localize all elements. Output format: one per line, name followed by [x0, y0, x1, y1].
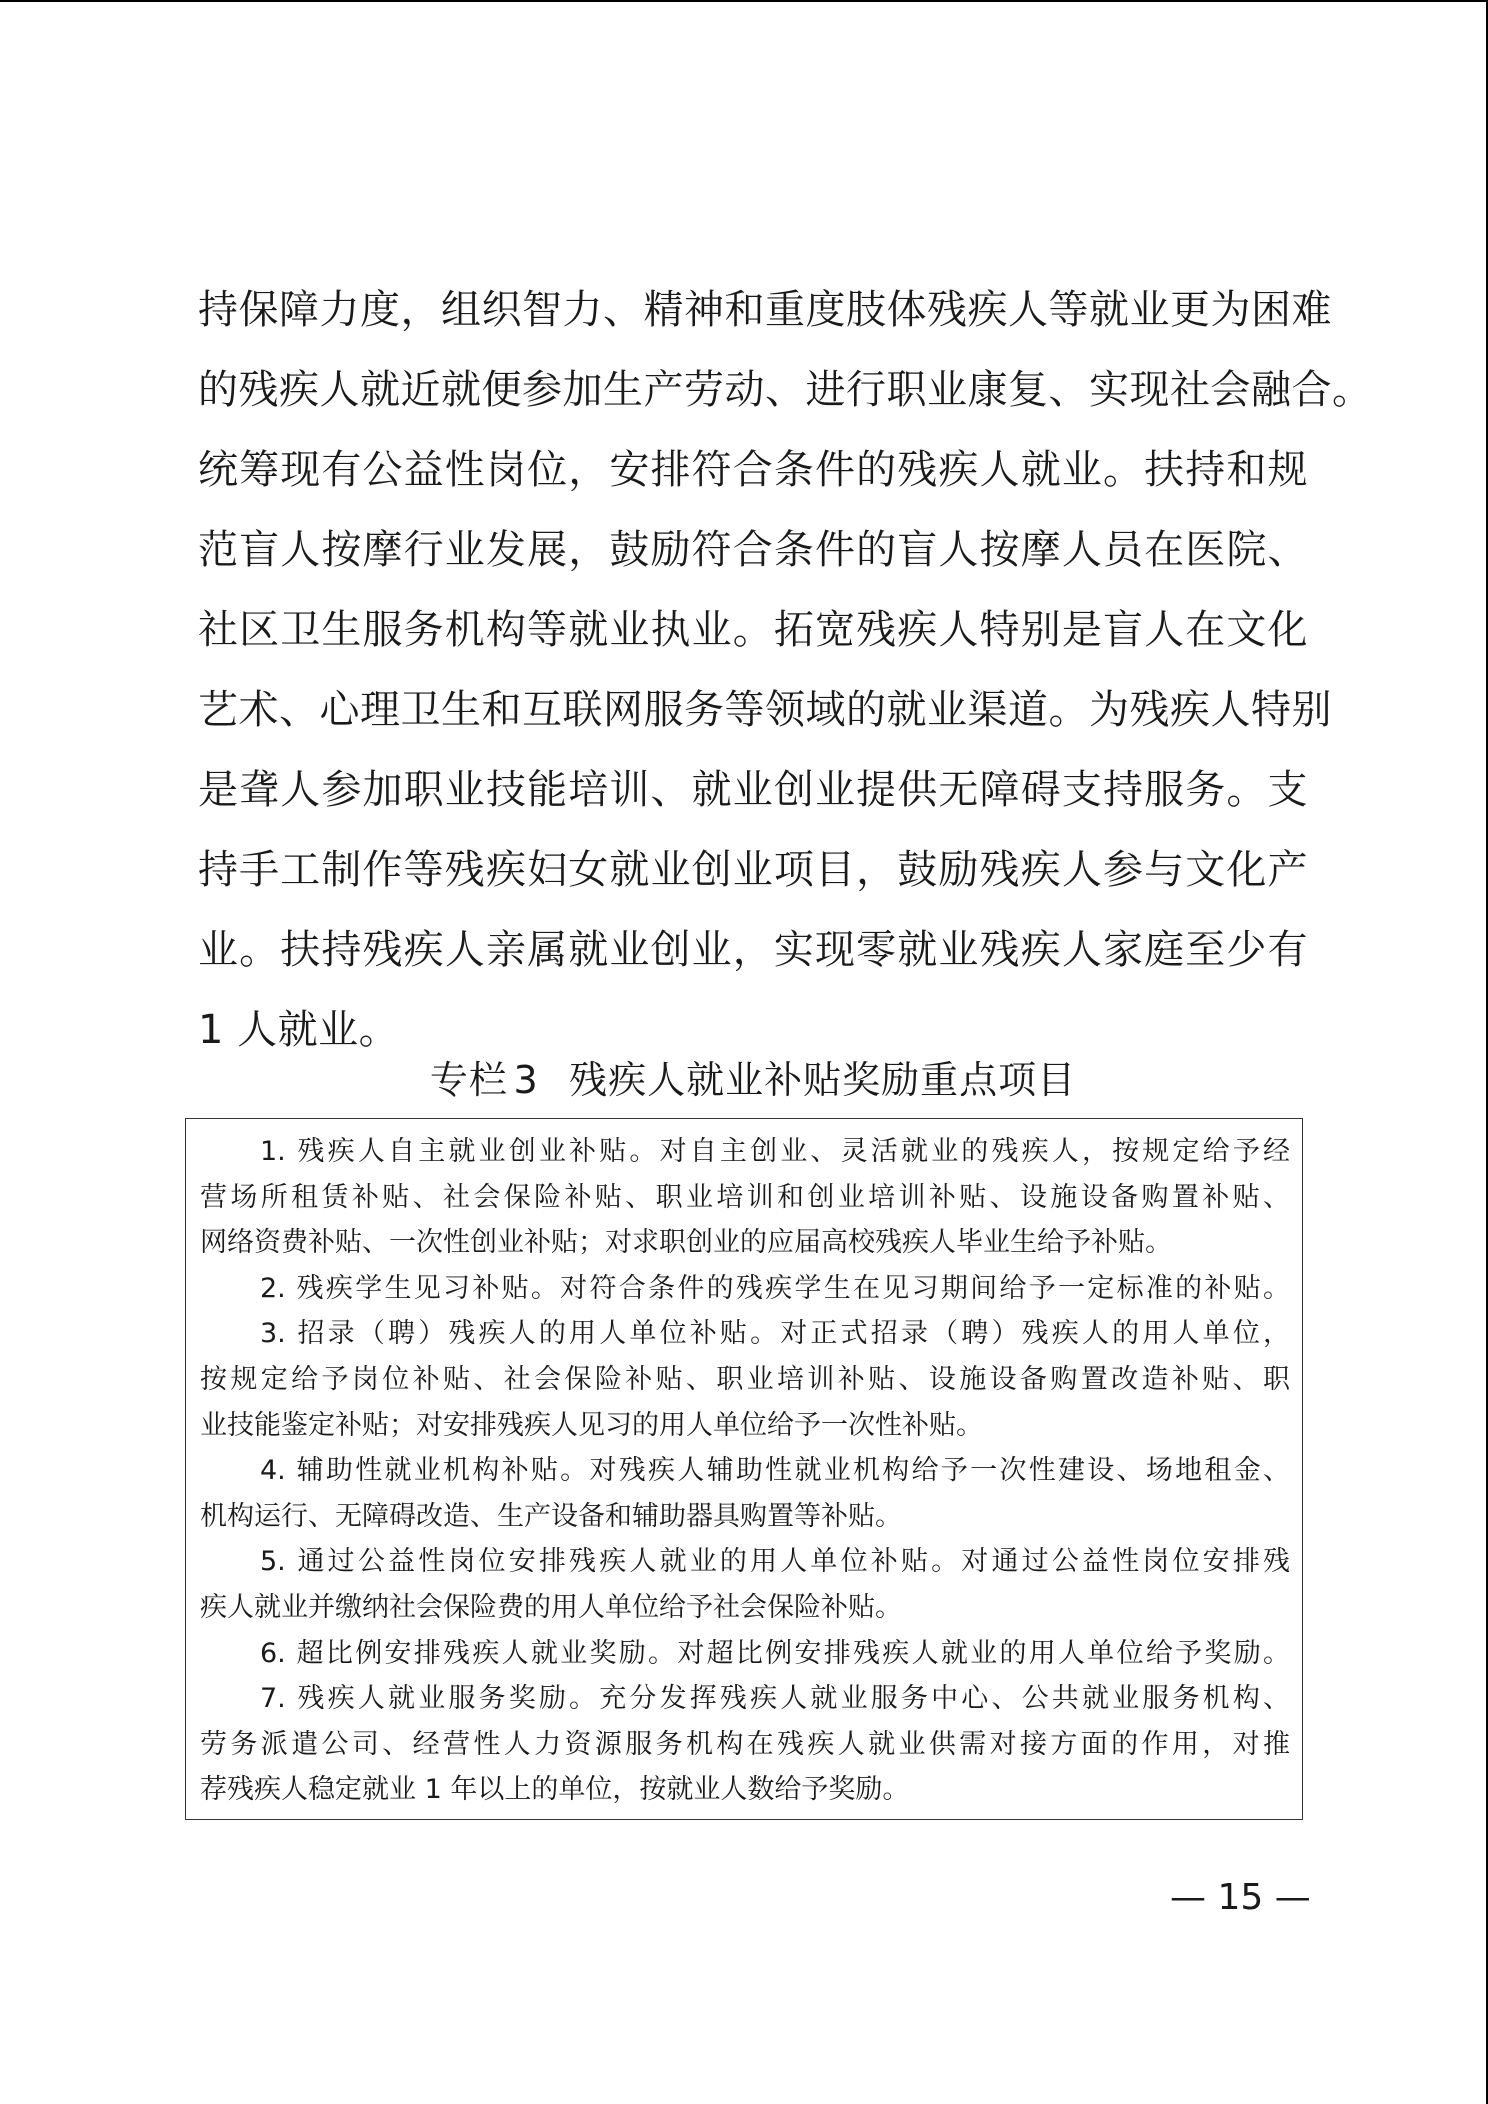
column-label: 专栏	[429, 1058, 508, 1102]
box-line: 按规定给予岗位补贴、社会保险补贴、职业培训补贴、设施设备购置改造补贴、职	[200, 1363, 1290, 1395]
column-number: 3	[513, 1058, 539, 1102]
box-line: 4. 辅助性就业机构补贴。对残疾人辅助性就业机构给予一次性建设、场地租金、	[260, 1455, 1290, 1487]
box-line: 3. 招录（聘）残疾人的用人单位补贴。对正式招录（聘）残疾人的用人单位，	[260, 1318, 1290, 1350]
body-line: 艺术、心理卫生和互联网服务等领域的就业渠道。为残疾人特别	[198, 687, 1332, 733]
box-line: 营场所租赁补贴、社会保险补贴、职业培训和创业培训补贴、设施设备购置补贴、	[200, 1181, 1290, 1213]
body-line: 1 人就业。	[198, 1007, 400, 1053]
body-line: 业。扶持残疾人亲属就业创业，实现零就业残疾人家庭至少有	[198, 927, 1308, 973]
box-line: 业技能鉴定补贴；对安排残疾人见习的用人单位给予一次性补贴。	[200, 1409, 983, 1441]
body-line: 社区卫生服务机构等就业执业。拓宽残疾人特别是盲人在文化	[198, 607, 1308, 653]
box-line: 机构运行、无障碍改造、生产设备和辅助器具购置等补贴。	[200, 1500, 902, 1532]
box-line: 荐残疾人稳定就业 1 年以上的单位，按就业人数给予奖励。	[200, 1774, 910, 1806]
body-line: 范盲人按摩行业发展，鼓励符合条件的盲人按摩人员在医院、	[198, 527, 1308, 573]
box-line: 5. 通过公益性岗位安排残疾人就业的用人单位补贴。对通过公益性岗位安排残	[260, 1546, 1290, 1578]
box-line: 1. 残疾人自主就业创业补贴。对自主创业、灵活就业的残疾人，按规定给予经	[260, 1136, 1290, 1167]
box-line: 2. 残疾学生见习补贴。对符合条件的残疾学生在见习期间给予一定标准的补贴。	[260, 1272, 1290, 1304]
body-line: 是聋人参加职业技能培训、就业创业提供无障碍支持服务。支	[198, 767, 1308, 813]
box-line: 网络资费补贴、一次性创业补贴；对求职创业的应届高校残疾人毕业生给予补贴。	[200, 1227, 1172, 1259]
page-frame-top-border	[0, 0, 1488, 2]
column-heading	[198, 1048, 1308, 1112]
column-title: 残疾人就业补贴奖励重点项目	[569, 1058, 1077, 1102]
body-line: 统筹现有公益性岗位，安排符合条件的残疾人就业。扶持和规	[198, 447, 1308, 493]
page-number: — 15 —	[1170, 1877, 1311, 1918]
body-line: 持保障力度，组织智力、精神和重度肢体残疾人等就业更为困难	[198, 287, 1332, 333]
box-line: 疾人就业并缴纳社会保险费的用人单位给予社会保险补贴。	[200, 1591, 902, 1623]
box-line: 6. 超比例安排残疾人就业奖励。对超比例安排残疾人就业的用人单位给予奖励。	[260, 1637, 1290, 1669]
body-line: 的残疾人就近就便参加生产劳动、进行职业康复、实现社会融合。	[198, 367, 1373, 413]
body-paragraph	[198, 270, 1373, 1070]
box-line: 劳务派遣公司、经营性人力资源服务机构在残疾人就业供需对接方面的作用，对推	[200, 1728, 1290, 1760]
body-line: 持手工制作等残疾妇女就业创业项目，鼓励残疾人参与文化产	[198, 847, 1308, 893]
box-line: 7. 残疾人就业服务奖励。充分发挥残疾人就业服务中心、公共就业服务机构、	[260, 1683, 1290, 1715]
column-box	[185, 1118, 1303, 1820]
